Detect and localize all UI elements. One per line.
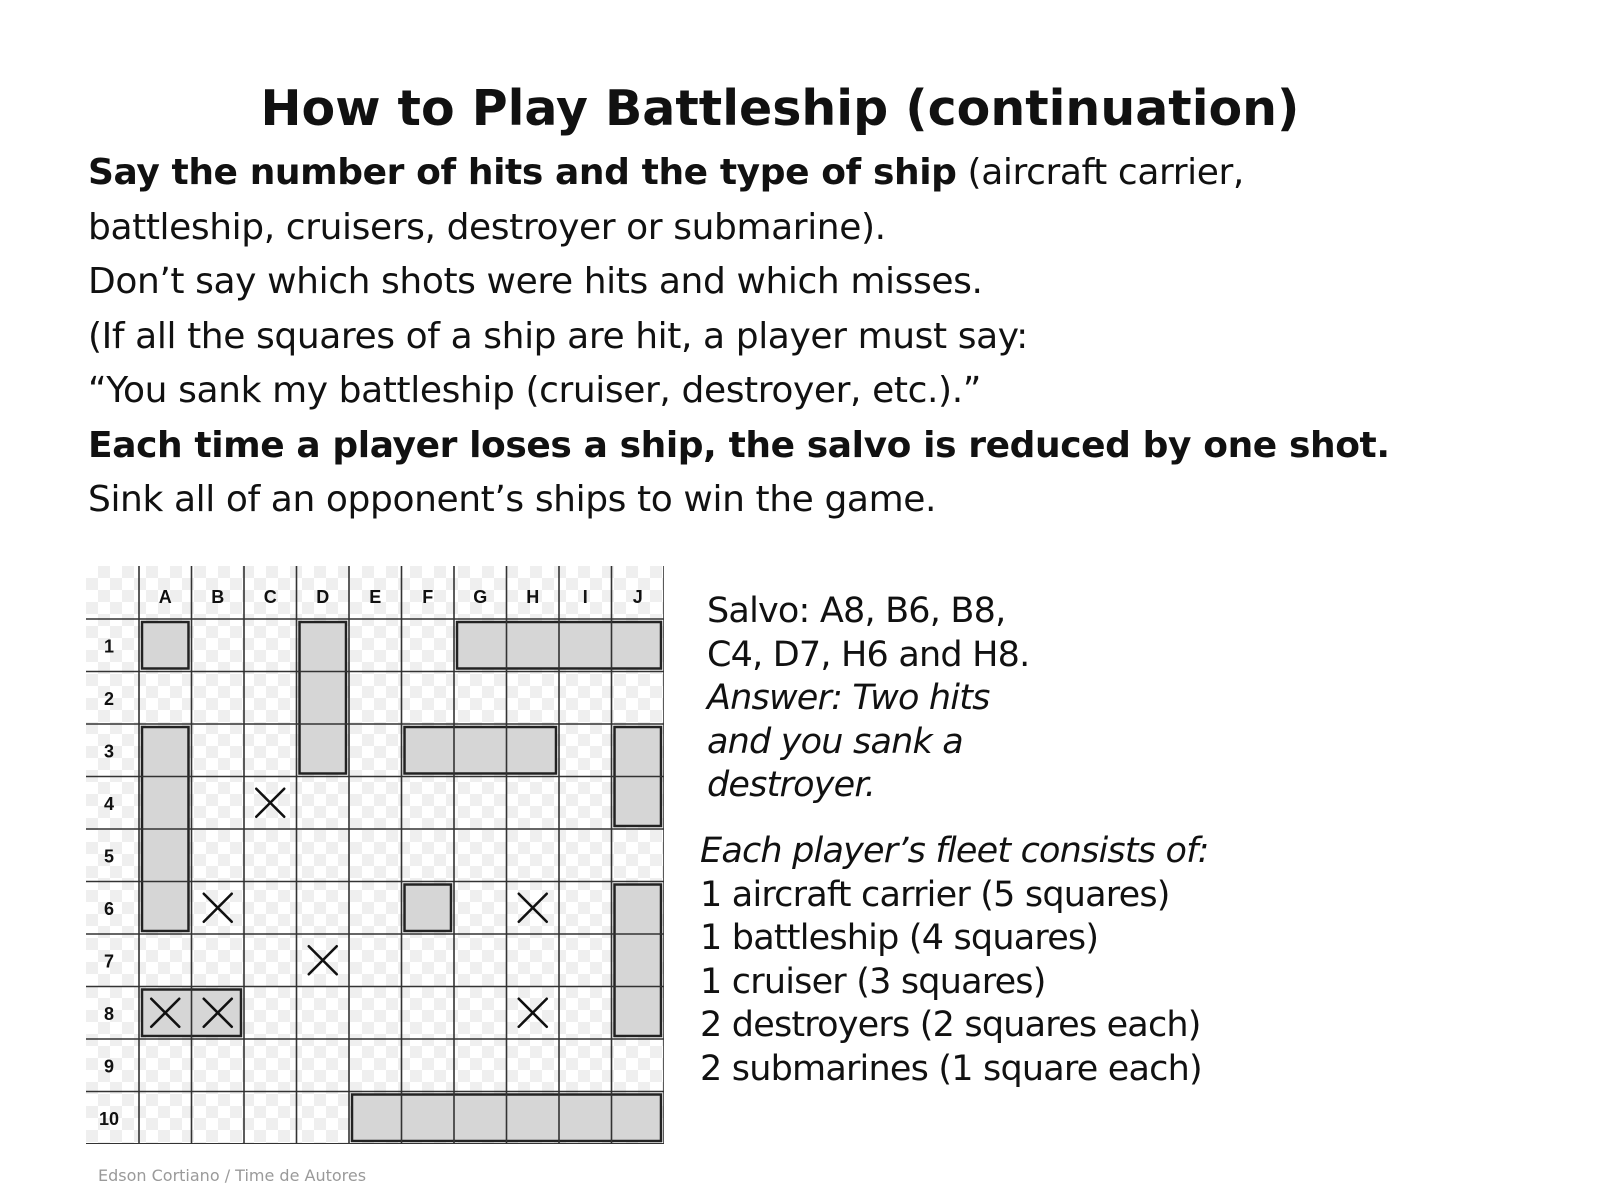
- column-label: G: [473, 587, 488, 607]
- salvo-example: [707, 590, 1029, 808]
- battleship-board: [86, 566, 664, 1144]
- rule-line-5: “You sank my battleship (cruiser, destroyer, etc.).”: [88, 370, 981, 411]
- rule-line-2: battleship, cruisers, destroyer or submarine).: [88, 206, 886, 248]
- ship-8: [615, 885, 662, 1037]
- fleet-item-3: 1 cruiser (3 squares): [700, 961, 1046, 1002]
- ship-4: [405, 727, 557, 774]
- column-label: E: [369, 587, 382, 607]
- rule-line-4: (If all the squares of a ship are hit, a player must say:: [88, 315, 1028, 357]
- row-label: 1: [103, 636, 115, 657]
- shot-x-mark: [309, 946, 337, 974]
- column-label: C: [263, 587, 277, 607]
- rule-line-1-bold: Say the number of hits and the type of ship: [88, 152, 957, 193]
- rule-line-7: Sink all of an opponent’s ships to win the game.: [88, 479, 937, 520]
- row-label: 7: [103, 951, 115, 972]
- row-label: 5: [103, 846, 115, 867]
- shot-x-mark: [204, 894, 232, 922]
- column-label: A: [158, 587, 172, 607]
- ship-3: [300, 622, 347, 774]
- row-label: 8: [103, 1003, 115, 1024]
- row-label: 2: [103, 688, 115, 709]
- rule-line-6: [88, 419, 1558, 474]
- row-label: 9: [103, 1056, 115, 1077]
- fleet-list: [700, 830, 1209, 1091]
- row-label: 6: [103, 898, 115, 919]
- fleet-item-2: 1 battleship (4 squares): [700, 918, 1099, 958]
- row-label: 3: [103, 741, 115, 762]
- row-label: 10: [98, 1108, 120, 1129]
- ship-1: [142, 622, 189, 669]
- answer-line-1: Answer: Two hits: [707, 678, 990, 718]
- shot-x-mark: [519, 999, 547, 1027]
- shot-x-mark: [256, 789, 284, 817]
- rules-text: [88, 146, 1558, 528]
- column-label: J: [632, 587, 643, 607]
- salvo-line-2: C4, D7, H6 and H8.: [707, 634, 1030, 675]
- column-label: H: [526, 587, 540, 607]
- fleet-item-1: 1 aircraft carrier (5 squares): [700, 874, 1170, 915]
- page-title: How to Play Battleship (continuation): [260, 80, 1300, 137]
- rule-line-3: Don’t say which shots were hits and which misses.: [88, 261, 983, 302]
- fleet-heading: Each player’s fleet consists of:: [700, 831, 1209, 871]
- column-label: I: [582, 587, 588, 607]
- ship-7: [405, 885, 452, 932]
- shot-x-mark: [519, 894, 547, 922]
- answer-line-2: and you sank a: [707, 721, 963, 762]
- answer-line-3: destroyer.: [707, 765, 876, 805]
- column-label: D: [316, 587, 330, 607]
- rule-line-1: [88, 146, 1558, 201]
- image-credit: Edson Cortiano / Time de Autores: [98, 1166, 367, 1185]
- salvo-line-1: Salvo: A8, B6, B8,: [707, 591, 1006, 631]
- column-label: B: [211, 587, 225, 607]
- board-grid: [86, 566, 664, 1144]
- fleet-item-4: 2 destroyers (2 squares each): [700, 1005, 1201, 1045]
- fleet-item-5: 2 submarines (1 square each): [700, 1048, 1202, 1089]
- column-label: F: [422, 587, 434, 607]
- rule-line-6-bold: Each time a player loses a ship, the salvo is reduced by one shot.: [88, 424, 1390, 466]
- rule-line-1-rest: (aircraft carrier,: [956, 152, 1244, 193]
- row-label: 4: [103, 793, 115, 814]
